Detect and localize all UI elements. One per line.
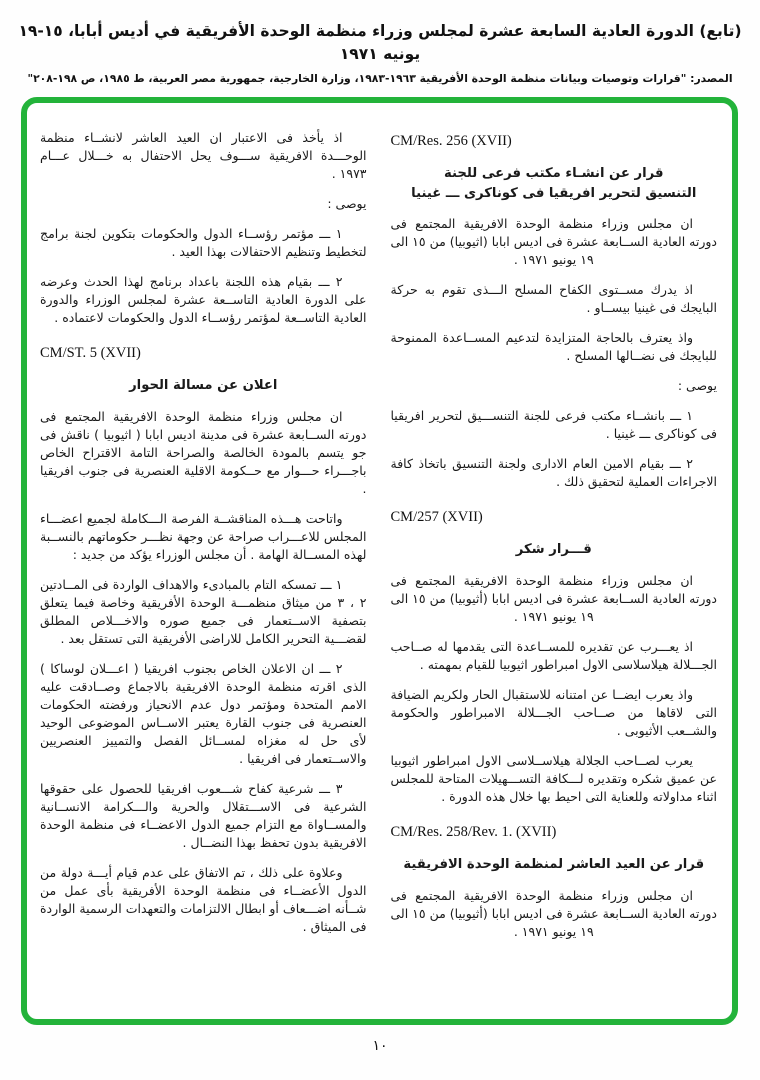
- recommendation-lead: يوصى :: [327, 196, 367, 211]
- resolution-code: CM/ST. 5 (XVII): [40, 345, 141, 361]
- paragraph: ان مجلس وزراء منظمة الوحدة الافريقية المجتمع فى دورته العادية الســابعة عشرة فى اديس ابابا (أثيوبيا) من ١٥ الى ١٩ يونيو ١٩٧١ .: [390, 573, 717, 625]
- list-item: ٢ ـــ بقيام هذه اللجنة باعداد برنامج لهذا الحدث وعرضه على الدورة العادية التاســعة عشرة لمجلس الوزراء والدورة العادية التاســعة لمؤتمر رؤســاء الدول والحكومات لاعتماده .: [40, 274, 367, 325]
- page-header: [0, 20, 760, 86]
- paragraph: اذ يدرك مســتوى الكفاح المسلح الـــذى تقوم به حركة البايجك فى غينيا بيســاو .: [390, 282, 717, 316]
- resolution-title: اعلان عن مسالة الحوار: [129, 377, 278, 393]
- resolution-code: CM/Res. 258/Rev. 1. (XVII): [390, 824, 557, 841]
- paragraph: ان مجلس وزراء منظمة الوحدة الافريقية المجتمع فى دورته الســابعة عشرة فى مدينة اديس ابابا ( اثيوبيا ) ناقش فى جو يتسم بالمودة الخالصة والصراحة التامة الاقتراح الخاص باجـــراء حـــوار مع حــكومة الاقلية العنصرية فى جنوب افريقيا .: [40, 408, 367, 496]
- header-source-line: المصدر: "قرارات وتوصيات وبيانات منظمة الوحدة الأفريقية ١٩٦٣-١٩٨٣، وزارة الخارجية، جمهورية مصر العربية، ط ١٩٨٥، ص ١٩٨-٢٠٨": [27, 71, 733, 85]
- list-item: ٢ ـــ ان الاعلان الخاص بجنوب افريقيا ( اعـــلان لوساكا ) الذى اقرته منظمة الوحدة الافريقية بالاجماع وصــادقت عليه الامم المتحدة ومؤتمر دول عدم الانحياز ورفضته الحكومات العنصرية فى جنوب القارة يعتبر الاســاس الموضوعى الوحيد لأى حل له مغزاه لمســائل الفصل والتمييز العنصريين والاســتعمار فى افريقيا .: [40, 660, 367, 766]
- paragraph: وعلاوة على ذلك ، تم الاتفاق على عدم قيام أيـــة دولة من الدول الأعضــاء فى منظمة الوحدة الأفريقية بأى عمل من شــأنه اضـــعاف أو ابطال الالتزامات والتعهدات الرسمية الواردة فى الميثاق .: [40, 864, 367, 934]
- list-item: ٣ ـــ شرعية كفاح شـــعوب افريقيا للحصول على حقوقها الشرعية فى الاســـتقلال والحرية والـــكرامة الانســانية والمســاواة مع التزام جميع الدول الاعضــاء فى منظمة الوحدة الافريقية بدون تحفظ بهذا النضــال .: [40, 780, 367, 850]
- resolution-title-line1: قرار عن انشـاء مكتب فرعى للجنة: [444, 165, 664, 181]
- resolution-code: CM/257 (XVII): [390, 509, 483, 526]
- paragraph: ان مجلس وزراء منظمة الوحدة الافريقية المجتمع فى دورته العادية الســابعة عشرة فى اديس ابابا (اثيوبيا) من ١٥ الى ١٩ يونيو ١٩٧١ .: [390, 216, 717, 268]
- resolution-title: [391, 164, 718, 204]
- column-left: [40, 129, 367, 1011]
- page-number: ١٠: [372, 1038, 388, 1054]
- header-title: (تابع) الدورة العادية السابعة عشرة لمجلس وزراء منظمة الوحدة الأفريقية في أديس أبابا، ١٥-١٩ يونيه ١٩٧١: [18, 22, 742, 64]
- list-item: ١ ـــ تمسكه التام بالمبادىء والاهداف الواردة فى المــادتين ٢ ، ٣ من ميثاق منظمـــة الوحدة الأفريقية وخاصة فيما يتعلق بتصفية الاســتعمار فى جميع صوره والاخـــلاص المطلق لقضـــية التحرير الكامل للاراضى الأفريقية التى تستقل بعد .: [40, 576, 367, 646]
- list-item: ١ ـــ بانشــاء مكتب فرعى للجنة التنســـيق لتحرير افريقيا فى كوناكرى ـــ غينيا .: [390, 408, 717, 442]
- resolution-title: قرار عن العيد العاشر لمنظمة الوحدة الافريقية: [403, 857, 705, 873]
- resolution-title-line2: التنسيق لتحرير افريقيا فى كوناكرى ـــ غينيا: [411, 185, 697, 201]
- paragraph: واتاحت هـــذه المناقشــة الفرصة الـــكاملة لجميع اعضـــاء المجلس للاعـــراب صراحة عن وجهة نظـــر حكوماتهم بالنســبة لهذه المســالة الهامة . أن مجلس الوزراء يؤكد من جديد :: [40, 510, 367, 562]
- paragraph: واذ يعترف بالحاجة المتزايدة لتدعيم المســاعدة الممنوحة للبايجك فى نضــالها المسلح .: [390, 330, 717, 364]
- recommendation-lead: يوصى :: [677, 378, 717, 394]
- list-item: ٢ ـــ بقيام الامين العام الادارى ولجنة التنسيق باتخاذ كافة الاجراءات العملية لتحقيق ذلك .: [390, 456, 717, 490]
- paragraph: اذ يعـــرب عن تقديره للمســاعدة التى يقدمها له صــاحب الجـــلالة هيلاسلاسى الاول امبراطور اثيوبيا للقيام بمهمته .: [390, 639, 717, 673]
- paragraph: يعرب لصــاحب الجلالة هيلاســلاسى الاول امبراطور اثيوبيا عن عميق شكره وتقديره لـــكافة التســـهيلات المتاحة للمجلس اثناء مداولاته وللعناية التى احيط بها خلال هذه الدورة .: [390, 753, 717, 805]
- resolution-title: قـــرار شكر: [515, 542, 592, 558]
- paragraph: ان مجلس وزراء منظمة الوحدة الافريقية المجتمع فى دورته العادية الســابعة عشرة فى اديس ابابا (أثيوبيا) من ١٥ الى ١٩ يونيو ١٩٧١ .: [390, 887, 717, 939]
- paragraph: واذ يعرب ايضــا عن امتنانه للاستقبال الحار ولكريم الضيافة التى لاقاها من صــاحب الجـــلالة الامبراطور والحكومة والشــعب الأثيوبى .: [390, 687, 717, 739]
- column-right: [391, 129, 718, 1011]
- paragraph: اذ يأخذ فى الاعتبار ان العيد العاشر لانشــاء منظمة الوحـــدة الافريقية ســـوف يحل الاحتفال به خـــلال عـــام ١٩٧٣ .: [40, 130, 367, 181]
- resolution-code: CM/Res. 256 (XVII): [390, 133, 512, 149]
- list-item: ١ ـــ مؤتمر رؤســاء الدول والحكومات بتكوين لجنة برامج لتخطيط وتنظيم الاحتفالات بهذا العيد .: [40, 226, 367, 259]
- content-frame: [21, 97, 738, 1025]
